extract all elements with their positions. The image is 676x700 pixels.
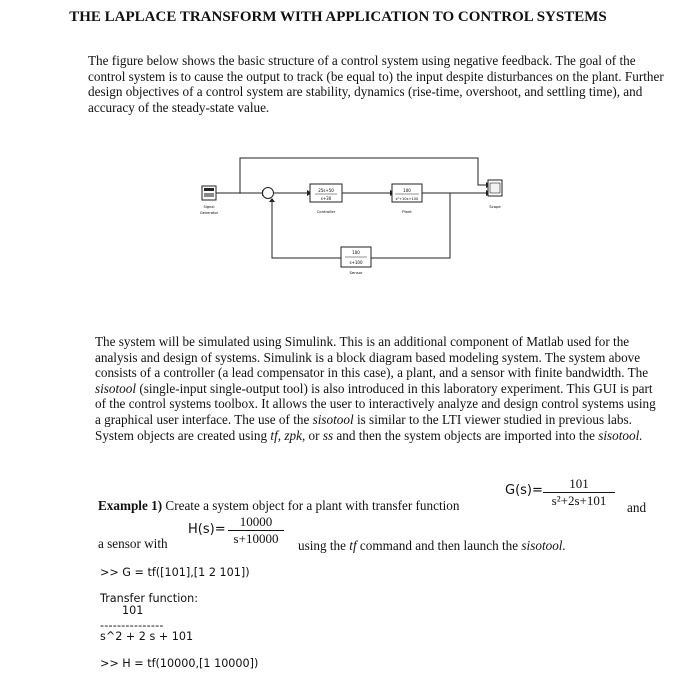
simulink-text-1: The system will be simulated using Simulink. This is an additional component of Matlab used for the analysis and design of systems. Simulink is a block diagram based modeling system. The system above consists of a controller (a lead compensator in this case), a plant, and a sensor with finite bandwidth. The [95,334,649,381]
code-numerator: 101 [122,604,144,617]
code-tf-header: Transfer function: [100,592,199,605]
example-label: Example 1) [98,498,163,513]
sensor-label: Sensor [349,270,363,275]
plant-numerator: 100 [403,188,411,193]
tf-command-term: tf [349,538,357,553]
g-denominator: s²+2s+101 [551,493,607,508]
simulink-text-6: and then the system objects are imported into the [333,427,599,443]
control-system-diagram [190,150,510,280]
sisotool-term-4: sisotool. [521,538,566,553]
g-numerator: 101 [543,476,615,493]
ss-term: ss [322,427,334,443]
signal-generator-label-1: Signal [203,205,215,209]
zpk-term: zpk [284,427,302,443]
g-lhs: G(s)= [505,483,543,498]
code-divider: --------------- [100,619,164,632]
code-line-1: >> G = tf([101],[1 2 101]) [100,566,250,579]
signal-generator-label-2: Generator [199,211,219,215]
code-line-2: >> H = tf(10000,[1 10000]) [100,657,259,670]
tf-term: tf, [270,427,282,443]
controller-denominator: s+30 [320,196,332,201]
code-denominator: s^2 + 2 s + 101 [100,630,194,643]
h-numerator: 10000 [228,514,284,531]
simulink-text-3: is similar to the LTI viewer studied in previous labs. System objects are created using [95,411,632,443]
page-title: THE LAPLACE TRANSFORM WITH APPLICATION TO CONTROL SYSTEMS [69,9,607,25]
sensor-denominator: s+100 [349,260,363,265]
using-tf-line [298,538,566,554]
simulink-paragraph [95,334,661,443]
sensor-with-text: a sensor with [98,536,168,551]
sensor-block [341,247,371,275]
controller-block [310,184,342,214]
example-line [98,498,459,514]
sisotool-term-2: sisotool [312,411,354,427]
using-text-1: using the [298,538,350,553]
h-denominator: s+10000 [233,531,279,546]
signal-generator-block [200,186,219,215]
intro-paragraph: The figure below shows the basic structure of a control system using negative feedback. The goal of the control system is to cause the output to track (be equal to) the input despite disturbances on the plant. Further design objectives of a control system are stability, dynamics (rise-time, overshoot, and settling time), and accuracy of the steady-state value. [88,53,664,115]
plant-label: Plant [402,209,412,214]
sensor-numerator: 100 [352,250,360,255]
scope-block [488,180,502,209]
plant-block [392,184,422,214]
sisotool-term-3: sisotool. [598,427,643,443]
g-fraction [543,476,615,509]
controller-label: Controller [316,209,336,214]
plant-denominator: s²+10s+100 [395,197,419,201]
and-word: and [627,500,647,515]
scope-label: Scope [489,204,501,209]
controller-numerator: 25s+50 [318,188,334,193]
using-text-2: command and then launch the [356,538,522,553]
h-lhs: H(s)= [188,522,226,537]
simulink-text-5: , or [301,427,323,443]
sisotool-term-1: sisotool [95,380,137,396]
simulink-text-2: (single-input single-output tool) is also introduced in this laboratory experiment. This GUI is part of the control systems toolbox. It allows the user to interactively analyze and design control systems using a graphical user interface. The use of the [95,380,656,427]
example-text: Create a system object for a plant with transfer function [162,498,460,513]
sum-junction [263,188,274,199]
h-fraction [228,514,284,547]
